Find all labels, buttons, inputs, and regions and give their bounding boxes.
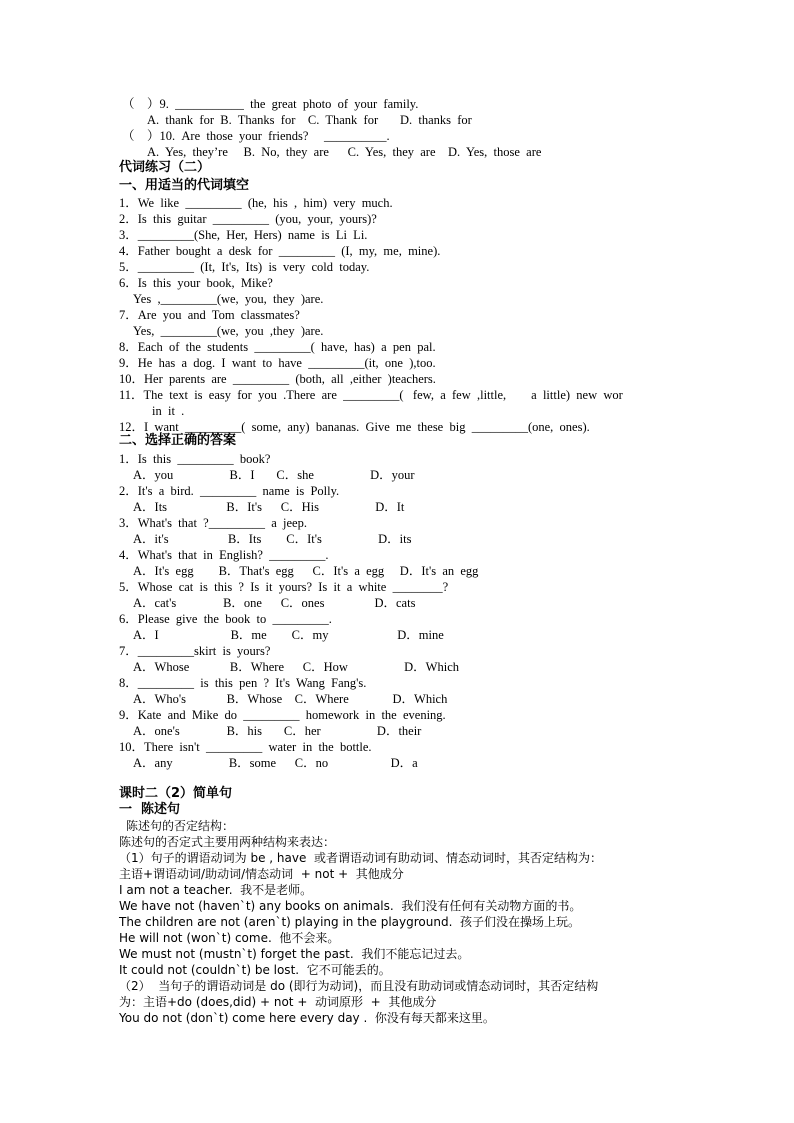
text-line: A．Who's B．Whose C．Where D．Which xyxy=(133,692,448,706)
text-line: 一、用适当的代词填空 xyxy=(119,178,250,193)
text-line: 课时二（2）简单句 xyxy=(119,786,233,801)
text-line: A．Its B．It's C．His D．It xyxy=(133,500,405,514)
text-line: 10．There isn't _________ water in the bottle. xyxy=(119,740,372,754)
text-line: 2．Is this guitar _________ (you, your, yours)? xyxy=(119,212,377,226)
text-line: A．one's B．his C．her D．their xyxy=(133,724,422,738)
text-line: 12．I want _________( some, any) bananas. Give me these big _________(one, ones). xyxy=(119,420,590,434)
text-line: A．cat's B．one C．ones D．cats xyxy=(133,596,416,610)
text-line: 二、选择正确的答案 xyxy=(119,433,237,448)
text-line: 主语+谓语动词/助动词/情态动词 + not + 其他成分 xyxy=(119,867,404,881)
text-line: A．Whose B．Where C．How D．Which xyxy=(133,660,459,674)
text-line: A. Yes, they’re B. No, they are C. Yes, they are D. Yes, those are xyxy=(147,145,542,159)
text-line: We must not (mustn`t) forget the past. 我们不能忘记过去。 xyxy=(119,947,470,961)
text-line: A．any B．some C．no D．a xyxy=(133,756,418,770)
text-line: 6．Please give the book to _________. xyxy=(119,612,332,626)
text-line: Yes, _________(we, you ,they )are. xyxy=(133,324,324,338)
text-line: 8．_________ is this pen ? It's Wang Fang's. xyxy=(119,676,367,690)
text-line: 9．He has a dog. I want to have _________(it, one ),too. xyxy=(119,356,436,370)
text-line: 7．Are you and Tom classmates? xyxy=(119,308,300,322)
text-line: A．I B．me C．my D．mine xyxy=(133,628,444,642)
text-line: A．It's egg B．That's egg C．It's a egg D．It's an egg xyxy=(133,564,479,578)
text-line: 3．What's that ?_________ a jeep. xyxy=(119,516,307,530)
text-line: He will not (won`t) come. 他不会来。 xyxy=(119,931,340,945)
text-line: A. thank for B. Thanks for C. Thank for D. thanks for xyxy=(147,113,472,127)
text-line: A．it's B．Its C．It's D．its xyxy=(133,532,412,546)
text-line: The children are not (aren`t) playing in the playground. 孩子们没在操场上玩。 xyxy=(119,915,581,929)
text-line: You do not (don`t) come here every day . 你没有每天都来这里。 xyxy=(119,1011,495,1025)
text-line: 代词练习（二） xyxy=(119,160,211,175)
text-line: 陈述句的否定结构： xyxy=(126,819,235,833)
text-line: （2） 当句子的谓语动词是 do (即行为动词)，而且没有助动词或情态动词时，其否定结构 xyxy=(119,979,599,993)
text-line: 7．_________skirt is yours? xyxy=(119,644,271,658)
text-line: in it . xyxy=(152,404,185,418)
text-line: A．you B．I C．she D．your xyxy=(133,468,415,482)
text-line: 4．What's that in English? _________. xyxy=(119,548,329,562)
text-line: We have not (haven`t) any books on animals. 我们没有任何有关动物方面的书。 xyxy=(119,899,582,913)
text-line: 8．Each of the students _________( have, has) a pen pal. xyxy=(119,340,436,354)
text-line: （ ）9. ___________ the great photo of your family. xyxy=(122,97,419,111)
text-line: 5．Whose cat is this ? Is it yours? Is it a white ________? xyxy=(119,580,449,594)
text-line: 2．It's a bird. _________ name is Polly. xyxy=(119,484,340,498)
text-line: 5．_________ (It, It's, Its) is very cold today. xyxy=(119,260,370,274)
text-line: 一 陈述句 xyxy=(119,802,181,817)
text-line: 10．Her parents are _________ (both, all ,either )teachers. xyxy=(119,372,436,386)
text-line: 1．Is this _________ book? xyxy=(119,452,271,466)
text-line: I am not a teacher. 我不是老师。 xyxy=(119,883,313,897)
text-line: It could not (couldn`t) be lost. 它不可能丢的。 xyxy=(119,963,391,977)
text-line: （1）句子的谓语动词为 be , have 或者谓语动词有助动词、情态动词时，其否定结构为： xyxy=(119,851,602,865)
text-line: 1．We like _________ (he, his , him) very much. xyxy=(119,196,393,210)
text-line: 3．_________(She, Her, Hers) name is Li Li. xyxy=(119,228,368,242)
text-line: Yes ,_________(we, you, they )are. xyxy=(133,292,324,306)
text-line: 4．Father bought a desk for _________ (I, my, me, mine). xyxy=(119,244,441,258)
text-line: 11．The text is easy for you .There are _________( few, a few ,little, a little) new wor xyxy=(119,388,623,402)
text-line: 陈述句的否定式主要用两种结构来表达： xyxy=(119,835,336,849)
text-line: 9．Kate and Mike do _________ homework in the evening. xyxy=(119,708,446,722)
text-line: 6．Is this your book, Mike? xyxy=(119,276,273,290)
text-line: 为：主语+do (does,did) + not + 动词原形 + 其他成分 xyxy=(119,995,437,1009)
text-line: （ ）10. Are those your friends? __________. xyxy=(122,129,390,143)
